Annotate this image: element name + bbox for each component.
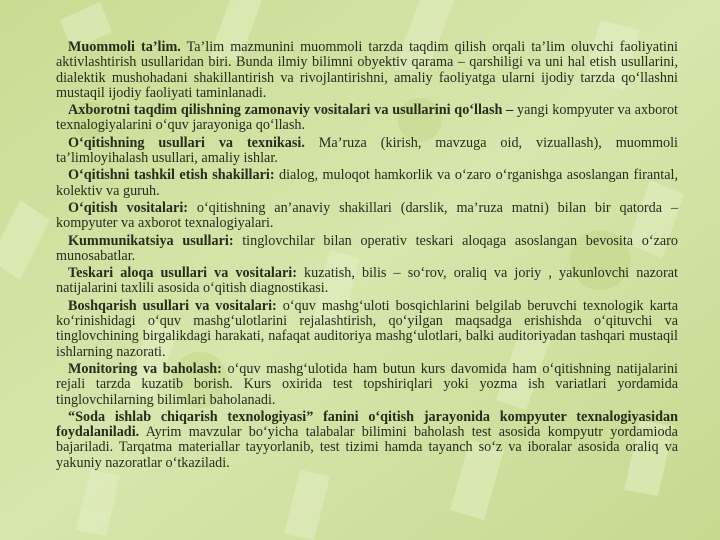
paragraph-text: Ma’ruza (kirish, mavzuga oid, vizuallash), muommoli ta’limloyihalash usullari, amaliy ishlar. [56, 134, 678, 167]
paragraph-text: Ta’lim mazmunini muommoli tarzda taqdim qilish orqali ta’lim oluvchi faoliyatini aktivlashtirish usullaridan biri. Bunda ilmiy bilimni obyektiv qarama – qarshiligi va uni hal etish usullarini, dialektik mushohadani shakillantirish va rivojlantirishni, amaliy faoliyatga ularni ijodiy tarzda qo‘llashni mustaqil ijodiy faoliyati taminlanadi. [56, 39, 678, 101]
paragraph-term: Monitoring va baholash: [68, 360, 222, 377]
paragraph-kommunikatsiya [56, 234, 678, 265]
paragraph-term: Teskari aloqa usullari va vositalari: [68, 265, 297, 282]
paragraph-text: Ayrim mavzular bo‘yicha talabalar bilimini baholash test asosida kompyutr yordamioda bajariladi. Tarqatma materiallar tayyorlanib, test tizimi hamda tayanch so‘z va iboralar asosida oraliq va yakuniy nazoratlar o‘tkaziladi. [56, 424, 678, 471]
paragraph-soda-ishlab [56, 410, 678, 471]
paragraph-text: o‘qitishning an’anaviy shakillari (darslik, ma’ruza matni) bilan bir qatorda – kompyuter va axborot texnalogiyalari. [56, 199, 678, 232]
paragraph-term: Boshqarish usullari va vositalari: [68, 297, 277, 314]
paragraph-oqitish-usullari [56, 136, 678, 167]
paragraph-oqitish-vositalari [56, 201, 678, 232]
paragraph-term: O‘qitishning usullari va texnikasi. [68, 134, 305, 151]
paragraph-boshqarish [56, 299, 678, 360]
paragraph-term: Axborotni taqdim qilishning zamonaviy vositalari va usullarini qo‘llash – [68, 102, 514, 119]
document-body [56, 40, 678, 473]
paragraph-text: o‘quv mashg‘uloti bosqichlarini belgilab beruvchi texnologik karta ko‘rinishidagi o‘quv mashg‘ulotlarini rejalashtirish, qo‘yilgan maqsadga erishishda o‘qituvchi va tinglovchining birgalikdagi harakati, nafaqat auditoriya mashg‘ulotlari, balki auditoriyadan tashqari mustaqil ishlarning nazorati. [56, 297, 678, 360]
paragraph-text: tinglovchilar bilan operativ teskari aloqaga asoslangan bevosita o‘zaro munosabatlar. [56, 232, 678, 264]
paragraph-text: kuzatish, bilis – so‘rov, oraliq va joriy , yakunlovchi nazorat natijalarini taxlili asosida o‘qitish diagnostikasi. [56, 265, 678, 297]
paragraph-teskari-aloqa [56, 266, 678, 297]
paragraph-axborotni-taqdim [56, 103, 678, 134]
paragraph-text: dialog, muloqot hamkorlik va o‘zaro o‘rganishga asoslangan firantal, kolektiv va guruh. [56, 167, 678, 199]
paragraph-muommoli-talim [56, 40, 678, 101]
paragraph-tashkil-etish [56, 168, 678, 199]
paragraph-term: “Soda ishlab chiqarish texnologiyasi” fanini o‘qitish jarayonida kompyuter texnalogiyasidan foydalaniladi. [56, 408, 678, 441]
paragraph-term: O‘qitishni tashkil etish shakillari: [68, 167, 275, 184]
paragraph-term: Kummunikatsiya usullari: [68, 232, 234, 249]
paragraph-term: Muommoli ta’lim. [68, 39, 181, 55]
paragraph-text: o‘quv mashg‘ulotida ham butun kurs davomida ham o‘qitishning natijalarini rejali tarzda kuzatib borish. Kurs oxirida test topshiriqlari yoki yozma ish variatlari yordamida tinglovchilarning bilimlari baholanadi. [56, 360, 678, 408]
paragraph-text: yangi kompyuter va axborot texnalogiyalarini o‘quv jarayoniga qo‘llash. [56, 102, 678, 134]
paragraph-term: O‘qitish vositalari: [68, 199, 188, 216]
paragraph-monitoring [56, 362, 678, 408]
